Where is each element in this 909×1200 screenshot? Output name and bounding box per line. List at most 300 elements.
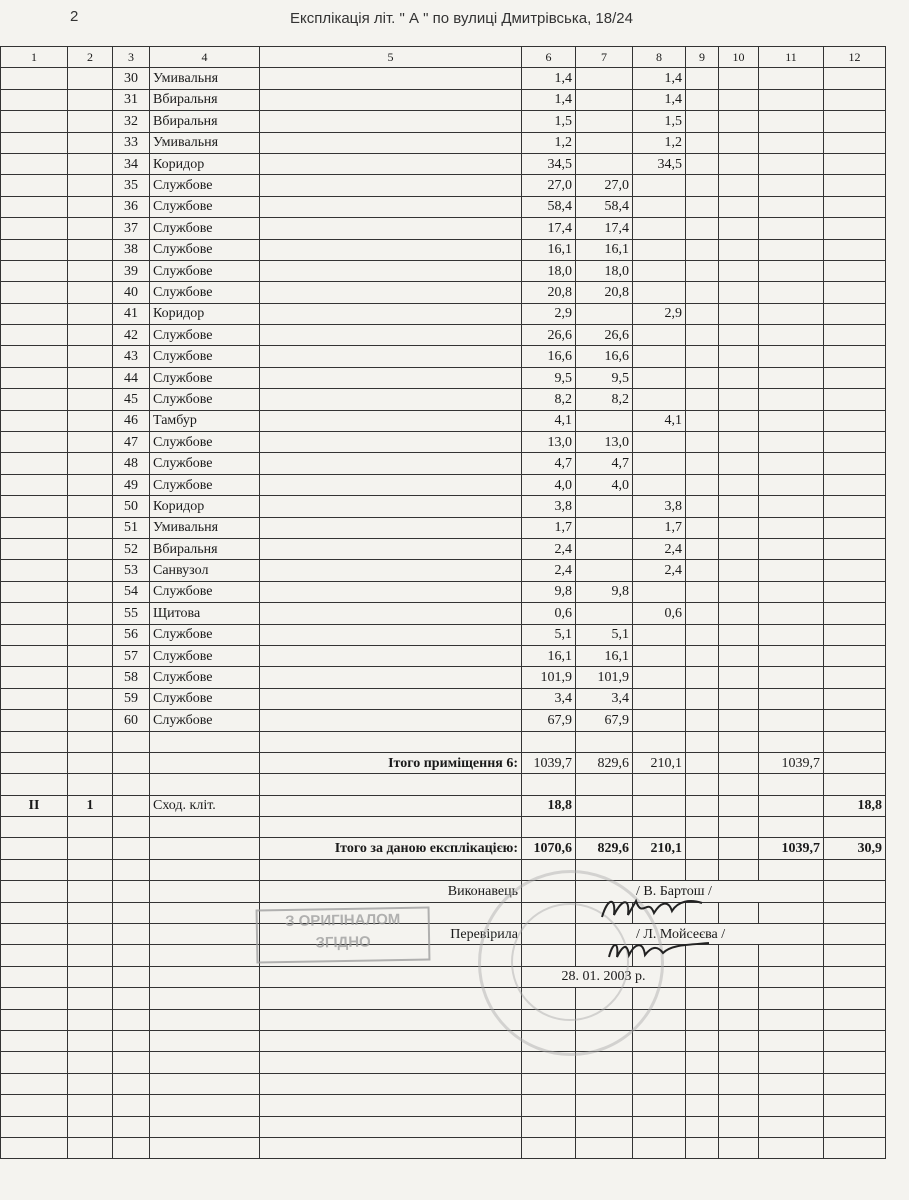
room-row [1, 710, 886, 731]
table-cell [686, 710, 719, 731]
room-number: 40 [113, 282, 150, 303]
empty-cell [68, 859, 113, 880]
total-area: 101,9 [522, 667, 576, 688]
table-cell [1, 389, 68, 410]
table-cell [1, 966, 68, 987]
table-cell [113, 752, 150, 773]
document-title: Експлікація літ. " А " по вулиці Дмитрівська, 18/24 [290, 10, 633, 27]
room-row [1, 453, 886, 474]
table-cell [1, 517, 68, 538]
total-area: 18,0 [522, 260, 576, 281]
empty-row [1, 1137, 886, 1158]
subtotal-col11: 1039,7 [759, 752, 824, 773]
table-cell [759, 474, 824, 495]
room-name: Службове [150, 667, 260, 688]
room-row [1, 239, 886, 260]
table-cell [260, 410, 522, 431]
table-cell [260, 710, 522, 731]
auxiliary-area: 1,4 [633, 68, 686, 89]
empty-cell [759, 1030, 824, 1051]
empty-cell [68, 1052, 113, 1073]
table-cell [759, 517, 824, 538]
room-number: 32 [113, 111, 150, 132]
table-cell [759, 325, 824, 346]
empty-cell [113, 1137, 150, 1158]
auxiliary-area: 0,6 [633, 603, 686, 624]
table-cell [824, 325, 886, 346]
table-cell [686, 367, 719, 388]
empty-row [1, 1052, 886, 1073]
table-cell [1, 282, 68, 303]
main-area [576, 111, 633, 132]
table-cell [260, 196, 522, 217]
main-area: 17,4 [576, 218, 633, 239]
executor-signature [598, 893, 718, 923]
table-cell [824, 432, 886, 453]
room-number: 59 [113, 688, 150, 709]
checker-signature [605, 935, 715, 963]
table-cell [686, 218, 719, 239]
executor-row [1, 881, 886, 902]
table-cell [1, 645, 68, 666]
empty-cell [633, 731, 686, 752]
table-cell [68, 838, 113, 859]
column-header: 4 [150, 47, 260, 68]
table-cell [68, 496, 113, 517]
table-cell [68, 538, 113, 559]
empty-cell [522, 1137, 576, 1158]
table-cell [1, 603, 68, 624]
room-number: 57 [113, 645, 150, 666]
table-cell [260, 218, 522, 239]
table-cell [686, 496, 719, 517]
main-area: 16,1 [576, 645, 633, 666]
total-area: 3,4 [522, 688, 576, 709]
room-number: 56 [113, 624, 150, 645]
table-cell [719, 795, 759, 816]
main-area: 5,1 [576, 624, 633, 645]
empty-cell [576, 774, 633, 795]
empty-cell [113, 1052, 150, 1073]
table-cell [68, 688, 113, 709]
empty-cell [1, 1116, 68, 1137]
table-cell [719, 688, 759, 709]
empty-cell [633, 817, 686, 838]
table-cell [719, 239, 759, 260]
empty-cell [260, 1137, 522, 1158]
table-cell [686, 474, 719, 495]
room-number: 53 [113, 560, 150, 581]
table-cell [759, 367, 824, 388]
table-cell [113, 881, 150, 902]
auxiliary-area: 34,5 [633, 153, 686, 174]
table-cell [260, 153, 522, 174]
empty-cell [719, 731, 759, 752]
empty-cell [260, 774, 522, 795]
table-cell [824, 175, 886, 196]
empty-cell [113, 1030, 150, 1051]
table-cell [68, 560, 113, 581]
empty-cell [633, 1095, 686, 1116]
table-cell [68, 432, 113, 453]
room-number: 46 [113, 410, 150, 431]
main-area: 3,4 [576, 688, 633, 709]
column-header: 3 [113, 47, 150, 68]
table-cell [686, 89, 719, 110]
empty-row [1, 1073, 886, 1094]
room-name: Службове [150, 389, 260, 410]
main-area [576, 153, 633, 174]
table-cell [824, 581, 886, 602]
room-name: Службове [150, 239, 260, 260]
total-area: 9,8 [522, 581, 576, 602]
empty-cell [576, 1073, 633, 1094]
table-cell [686, 303, 719, 324]
total-area: 2,9 [522, 303, 576, 324]
empty-row [1, 988, 886, 1009]
room-number: 31 [113, 89, 150, 110]
empty-cell [576, 1095, 633, 1116]
empty-cell [824, 731, 886, 752]
room-number: 33 [113, 132, 150, 153]
total-area: 27,0 [522, 175, 576, 196]
room-name: Службове [150, 710, 260, 731]
empty-cell [260, 817, 522, 838]
empty-cell [68, 1095, 113, 1116]
empty-cell [522, 774, 576, 795]
auxiliary-area [633, 645, 686, 666]
table-cell [686, 410, 719, 431]
table-cell [68, 218, 113, 239]
table-cell [759, 667, 824, 688]
empty-cell [1, 731, 68, 752]
table-cell [260, 303, 522, 324]
empty-cell [113, 774, 150, 795]
total-area: 1,4 [522, 89, 576, 110]
floor-roman: II [1, 795, 68, 816]
room-number: 54 [113, 581, 150, 602]
main-area [576, 303, 633, 324]
room-number: 51 [113, 517, 150, 538]
main-area: 8,2 [576, 389, 633, 410]
empty-cell [150, 774, 260, 795]
table-cell [824, 710, 886, 731]
empty-cell [1, 1073, 68, 1094]
stair-name: Сход. кліт. [150, 795, 260, 816]
room-row [1, 303, 886, 324]
room-number: 34 [113, 153, 150, 174]
empty-cell [260, 1116, 522, 1137]
table-cell [68, 153, 113, 174]
total-area: 13,0 [522, 432, 576, 453]
room-number: 44 [113, 367, 150, 388]
empty-cell [633, 1073, 686, 1094]
empty-cell [260, 859, 522, 880]
table-cell [1, 624, 68, 645]
total-area: 1,2 [522, 132, 576, 153]
table-cell [824, 453, 886, 474]
total-area: 1,7 [522, 517, 576, 538]
main-area [576, 496, 633, 517]
total-area: 2,4 [522, 560, 576, 581]
room-name: Коридор [150, 303, 260, 324]
table-cell [824, 966, 886, 987]
room-row [1, 410, 886, 431]
table-cell [260, 474, 522, 495]
empty-cell [150, 1052, 260, 1073]
table-cell [686, 453, 719, 474]
empty-cell [522, 817, 576, 838]
table-cell [1, 496, 68, 517]
table-cell [68, 966, 113, 987]
empty-cell [150, 1095, 260, 1116]
main-area: 13,0 [576, 432, 633, 453]
table-cell [686, 538, 719, 559]
room-row [1, 667, 886, 688]
table-cell [1, 881, 68, 902]
subtotal-auxiliary-area: 210,1 [633, 752, 686, 773]
total-main-area: 829,6 [576, 838, 633, 859]
table-cell [719, 282, 759, 303]
empty-cell [719, 817, 759, 838]
empty-cell [759, 1009, 824, 1030]
room-name: Тамбур [150, 410, 260, 431]
empty-cell [719, 1009, 759, 1030]
empty-cell [719, 1137, 759, 1158]
table-cell [719, 838, 759, 859]
empty-cell [260, 1009, 522, 1030]
table-cell [68, 581, 113, 602]
total-area: 1,4 [522, 68, 576, 89]
table-cell [759, 68, 824, 89]
room-row [1, 645, 886, 666]
auxiliary-area [633, 367, 686, 388]
table-cell [68, 260, 113, 281]
empty-cell [824, 1095, 886, 1116]
auxiliary-area [633, 474, 686, 495]
empty-cell [759, 774, 824, 795]
table-cell [1, 218, 68, 239]
table-cell [686, 517, 719, 538]
table-cell [719, 581, 759, 602]
table-cell [759, 581, 824, 602]
empty-cell [824, 774, 886, 795]
empty-cell [68, 1073, 113, 1094]
table-cell [719, 710, 759, 731]
room-name: Службове [150, 367, 260, 388]
empty-cell [824, 988, 886, 1009]
main-area: 58,4 [576, 196, 633, 217]
table-cell [824, 196, 886, 217]
total-col12: 30,9 [824, 838, 886, 859]
table-cell [719, 560, 759, 581]
empty-cell [759, 817, 824, 838]
main-area: 9,8 [576, 581, 633, 602]
table-cell [824, 924, 886, 945]
empty-cell [576, 1137, 633, 1158]
table-cell [719, 260, 759, 281]
table-cell [68, 752, 113, 773]
empty-cell [260, 1030, 522, 1051]
empty-cell [260, 1052, 522, 1073]
empty-cell [759, 731, 824, 752]
empty-row [1, 1095, 886, 1116]
table-cell [68, 89, 113, 110]
empty-cell [113, 731, 150, 752]
empty-cell [719, 902, 759, 923]
empty-cell [686, 988, 719, 1009]
main-area: 9,5 [576, 367, 633, 388]
empty-cell [759, 1137, 824, 1158]
table-cell [824, 410, 886, 431]
empty-row [1, 859, 886, 880]
table-cell [759, 111, 824, 132]
auxiliary-area: 4,1 [633, 410, 686, 431]
table-cell [1, 453, 68, 474]
table-cell [719, 111, 759, 132]
table-cell [686, 432, 719, 453]
stamp-line-2: ЗГІДНО [315, 933, 371, 952]
empty-cell [633, 1137, 686, 1158]
table-cell [1, 175, 68, 196]
empty-cell [824, 817, 886, 838]
room-number: 45 [113, 389, 150, 410]
table-cell [1, 432, 68, 453]
table-cell [824, 881, 886, 902]
table-cell [68, 710, 113, 731]
room-name: Службове [150, 346, 260, 367]
executor-label: Виконавець [260, 881, 522, 902]
table-cell [68, 346, 113, 367]
table-cell [633, 795, 686, 816]
table-cell [260, 325, 522, 346]
empty-cell [150, 859, 260, 880]
main-area: 4,0 [576, 474, 633, 495]
empty-cell [719, 988, 759, 1009]
main-area [576, 517, 633, 538]
auxiliary-area [633, 581, 686, 602]
table-cell [150, 838, 260, 859]
room-name: Службове [150, 645, 260, 666]
table-cell [824, 260, 886, 281]
empty-cell [824, 1009, 886, 1030]
table-cell [150, 752, 260, 773]
room-row [1, 367, 886, 388]
column-header: 9 [686, 47, 719, 68]
table-cell [719, 346, 759, 367]
auxiliary-area [633, 453, 686, 474]
table-cell [719, 153, 759, 174]
table-cell [824, 282, 886, 303]
empty-cell [824, 1030, 886, 1051]
room-number: 41 [113, 303, 150, 324]
table-cell [68, 175, 113, 196]
empty-cell [1, 817, 68, 838]
table-cell [824, 496, 886, 517]
room-row [1, 89, 886, 110]
table-cell [260, 175, 522, 196]
main-area [576, 68, 633, 89]
total-total-area: 1070,6 [522, 838, 576, 859]
empty-cell [522, 1073, 576, 1094]
room-row [1, 282, 886, 303]
empty-cell [1, 1030, 68, 1051]
empty-cell [824, 1073, 886, 1094]
table-cell [68, 239, 113, 260]
empty-cell [150, 902, 260, 923]
total-area: 16,6 [522, 346, 576, 367]
empty-cell [150, 817, 260, 838]
total-col11: 1039,7 [759, 838, 824, 859]
room-name: Службове [150, 432, 260, 453]
table-cell [686, 346, 719, 367]
column-header: 8 [633, 47, 686, 68]
table-cell [686, 795, 719, 816]
room-row [1, 496, 886, 517]
table-cell [759, 560, 824, 581]
table-cell [686, 752, 719, 773]
empty-cell [576, 1116, 633, 1137]
table-cell [1, 367, 68, 388]
room-name: Службове [150, 325, 260, 346]
table-cell [719, 667, 759, 688]
empty-cell [1, 1137, 68, 1158]
table-cell [719, 517, 759, 538]
table-cell [260, 795, 522, 816]
room-name: Службове [150, 624, 260, 645]
table-cell [260, 68, 522, 89]
auxiliary-area: 3,8 [633, 496, 686, 517]
empty-cell [68, 945, 113, 966]
auxiliary-area [633, 710, 686, 731]
table-cell [719, 453, 759, 474]
table-cell [719, 89, 759, 110]
table-cell [260, 239, 522, 260]
main-area [576, 560, 633, 581]
empty-cell [719, 1116, 759, 1137]
room-number: 43 [113, 346, 150, 367]
table-cell [686, 239, 719, 260]
auxiliary-area: 1,4 [633, 89, 686, 110]
main-area: 4,7 [576, 453, 633, 474]
table-cell [759, 795, 824, 816]
table-cell [1, 710, 68, 731]
table-cell [759, 346, 824, 367]
table-cell [824, 389, 886, 410]
table-cell [824, 560, 886, 581]
table-cell [719, 175, 759, 196]
total-row [1, 838, 886, 859]
empty-cell [1, 774, 68, 795]
table-cell [759, 218, 824, 239]
table-cell [719, 432, 759, 453]
main-area: 16,6 [576, 346, 633, 367]
room-name: Умивальня [150, 68, 260, 89]
auxiliary-area [633, 688, 686, 709]
total-area: 26,6 [522, 325, 576, 346]
table-cell [759, 688, 824, 709]
total-area: 20,8 [522, 282, 576, 303]
table-cell [686, 688, 719, 709]
auxiliary-area: 1,7 [633, 517, 686, 538]
table-cell [824, 89, 886, 110]
table-cell [719, 196, 759, 217]
total-area: 9,5 [522, 367, 576, 388]
room-row [1, 196, 886, 217]
table-cell [824, 752, 886, 773]
table-cell [260, 367, 522, 388]
empty-cell [759, 1052, 824, 1073]
